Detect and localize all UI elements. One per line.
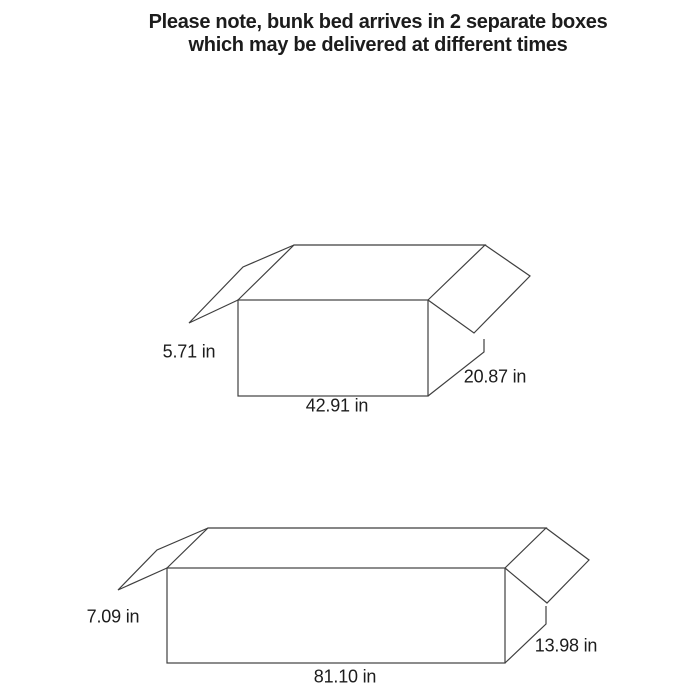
title-line-1: Please note, bunk bed arrives in 2 separate boxes <box>148 11 608 33</box>
box-1-width-label: 42.91 in <box>305 395 369 416</box>
box-2-height-label: 7.09 in <box>86 606 140 627</box>
box-1-depth-label: 20.87 in <box>463 366 527 387</box>
title-line-2: which may be delivered at different times <box>188 34 568 56</box>
box-2-drawing <box>118 528 589 663</box>
box-2-front-face <box>167 568 505 663</box>
box-1-height-label: 5.71 in <box>162 341 216 362</box>
box-1-right-flap <box>428 245 530 333</box>
box-1-left-flap <box>189 245 294 323</box>
box-2-width-label: 81.10 in <box>313 666 377 687</box>
box-2-depth-label: 13.98 in <box>534 635 598 656</box>
box-2-left-flap <box>118 528 208 590</box>
box-2-right-flap <box>505 528 589 603</box>
box-1-front-face <box>238 300 428 396</box>
box-2-top-opening <box>167 528 546 568</box>
